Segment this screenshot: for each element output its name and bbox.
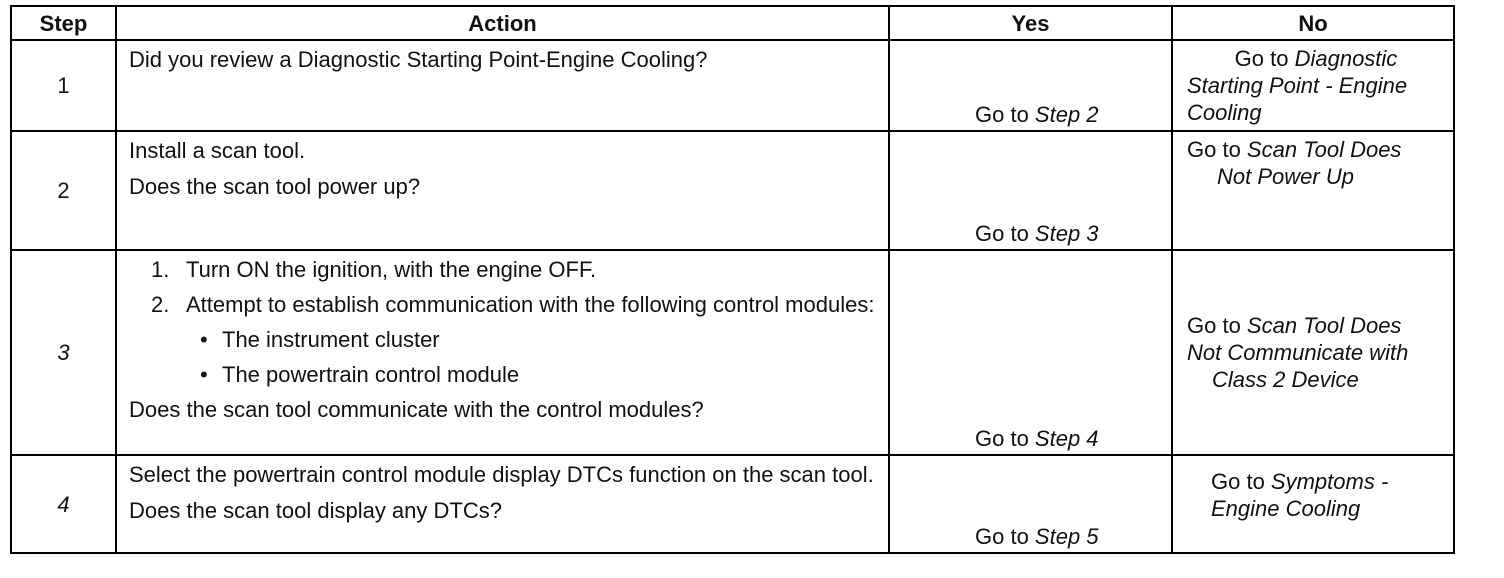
- no-link[interactable]: Scan Tool Does: [1246, 137, 1402, 162]
- list-item: 2. Attempt to establish communication with the following control modules: • The instrument cluster • The powertrain control module: [129, 291, 878, 388]
- no-link[interactable]: Not Power Up: [1217, 164, 1354, 189]
- no-link[interactable]: Engine Cooling: [1211, 496, 1361, 521]
- header-no: No: [1172, 6, 1454, 40]
- no-link[interactable]: Symptoms -: [1270, 469, 1389, 494]
- no-cell: Go to Diagnostic Starting Point - Engine Cooling: [1172, 40, 1454, 131]
- no-cell: Go to Symptoms - Engine Cooling: [1172, 455, 1454, 553]
- table-row: [11, 40, 1454, 131]
- yes-cell: Go to Step 3: [889, 131, 1172, 250]
- no-link[interactable]: Not Communicate with: [1187, 340, 1409, 365]
- header-yes: Yes: [889, 6, 1172, 40]
- yes-cell: Go to Step 5: [889, 455, 1172, 553]
- list-item: 1. Turn ON the ignition, with the engine OFF.: [151, 257, 597, 282]
- step-number: 3: [11, 250, 116, 455]
- step-number: 1: [11, 40, 116, 131]
- action-question: Does the scan tool power up?: [129, 174, 421, 199]
- action-text: Did you review a Diagnostic Starting Point-Engine Cooling?: [129, 47, 708, 72]
- header-step: Step: [11, 6, 116, 40]
- no-link[interactable]: Diagnostic: [1294, 46, 1398, 71]
- no-link[interactable]: Scan Tool Does: [1246, 313, 1402, 338]
- action-text: Install a scan tool.: [129, 138, 306, 163]
- step-number: 2: [11, 131, 116, 250]
- table-row: [11, 250, 1454, 455]
- yes-link[interactable]: Step 4: [1034, 426, 1099, 451]
- no-cell: Go to Scan Tool Does Not Communicate with Class 2 Device: [1172, 250, 1454, 455]
- yes-link[interactable]: Step 2: [1034, 102, 1099, 127]
- module-list: [186, 326, 878, 388]
- yes-link[interactable]: Step 5: [1034, 524, 1099, 549]
- diagnostic-table: [10, 5, 1455, 554]
- action-cell: [116, 250, 889, 455]
- step-number: 4: [11, 455, 116, 553]
- action-cell: [116, 40, 889, 131]
- table-row: [11, 455, 1454, 553]
- procedure-list: [129, 256, 878, 388]
- no-link[interactable]: Cooling: [1187, 100, 1262, 125]
- yes-cell: Go to Step 2: [889, 40, 1172, 131]
- list-item: • The powertrain control module: [186, 361, 878, 388]
- header-row: [11, 6, 1454, 40]
- header-action: Action: [116, 6, 889, 40]
- action-question: Does the scan tool communicate with the control modules?: [129, 397, 704, 422]
- action-question: Does the scan tool display any DTCs?: [129, 498, 502, 523]
- yes-cell: Go to Step 4: [889, 250, 1172, 455]
- action-text: Select the powertrain control module display DTCs function on the scan tool.: [129, 462, 874, 487]
- no-cell: Go to Scan Tool Does Not Power Up: [1172, 131, 1454, 250]
- no-link[interactable]: Class 2 Device: [1212, 367, 1359, 392]
- action-cell: [116, 455, 889, 553]
- yes-link[interactable]: Step 3: [1034, 221, 1099, 246]
- list-item: • The instrument cluster: [186, 326, 878, 353]
- table-row: [11, 131, 1454, 250]
- action-cell: [116, 131, 889, 250]
- no-link[interactable]: Starting Point - Engine: [1187, 73, 1408, 98]
